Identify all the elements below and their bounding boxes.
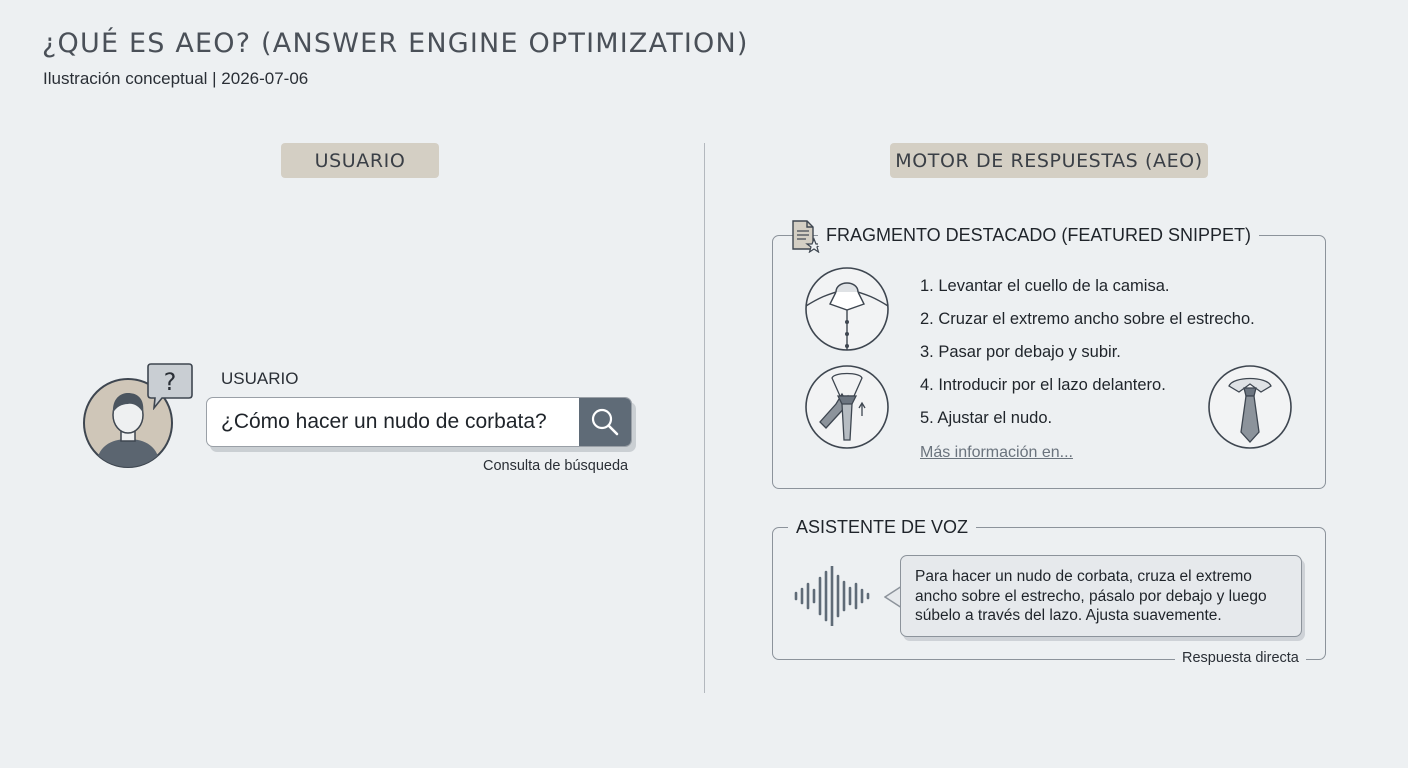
snippet-step: 3. Pasar por debajo y subir. bbox=[920, 343, 1121, 361]
search-user-label: USUARIO bbox=[221, 369, 299, 388]
user-column-heading: USUARIO bbox=[281, 143, 439, 178]
page-title: ¿QUÉ ES AEO? (ANSWER ENGINE OPTIMIZATION) bbox=[42, 28, 749, 59]
voice-answer-bubble: Para hacer un nudo de corbata, cruza el extremo ancho sobre el estrecho, pásalo por debajo y luego súbelo a través del lazo. Ajusta suavemente. bbox=[900, 555, 1302, 637]
search-box[interactable] bbox=[206, 397, 632, 447]
direct-answer-caption: Respuesta directa bbox=[1175, 650, 1306, 666]
snippet-steps-list bbox=[920, 276, 1255, 441]
snippet-step: 1. Levantar el cuello de la camisa. bbox=[920, 277, 1170, 295]
snippet-step: 5. Ajustar el nudo. bbox=[920, 409, 1053, 427]
sound-wave-icon bbox=[792, 566, 872, 626]
more-info-link[interactable]: Más información en... bbox=[920, 444, 1073, 461]
search-caption: Consulta de búsqueda bbox=[483, 458, 629, 474]
shirt-collar-icon bbox=[804, 266, 890, 352]
question-mark-glyph: ? bbox=[163, 368, 177, 396]
featured-snippet-title: FRAGMENTO DESTACADO (FEATURED SNIPPET) bbox=[818, 225, 1259, 246]
question-bubble-icon bbox=[146, 362, 194, 410]
search-input[interactable]: ¿Cómo hacer un nudo de corbata? bbox=[221, 410, 547, 433]
column-divider bbox=[704, 143, 705, 693]
voice-assistant-title: ASISTENTE DE VOZ bbox=[788, 517, 976, 538]
tie-knot-icon bbox=[804, 364, 890, 450]
engine-column-heading: MOTOR DE RESPUESTAS (AEO) bbox=[890, 143, 1208, 178]
search-icon bbox=[590, 407, 620, 437]
page-subtitle: Ilustración conceptual | 2026-07-06 bbox=[43, 69, 309, 88]
snippet-step: 2. Cruzar el extremo ancho sobre el estrecho. bbox=[920, 310, 1255, 328]
snippet-step: 4. Introducir por el lazo delantero. bbox=[920, 376, 1166, 394]
search-button[interactable] bbox=[579, 398, 631, 446]
